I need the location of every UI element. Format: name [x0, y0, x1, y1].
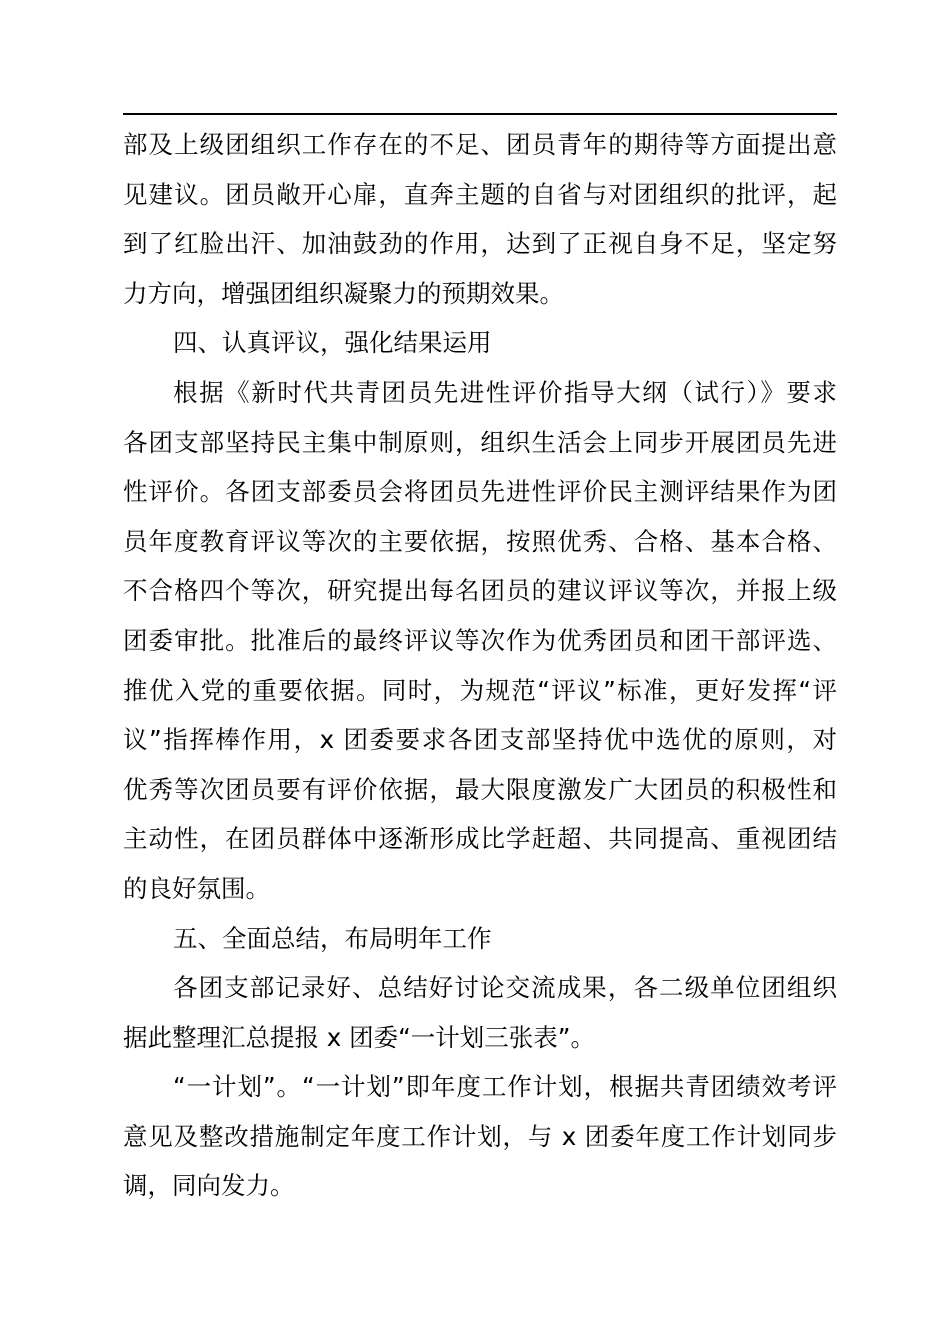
text-line: 调，同向发力。	[123, 1171, 295, 1201]
text-line: 性评价。各团支部委员会将团员先进性评价民主测评结果作为团	[123, 477, 837, 507]
text-line: 议”指挥棒作用，x 团委要求各团支部坚持优中选优的原则，对	[123, 725, 837, 755]
header-rule	[123, 113, 837, 115]
text-line: 主动性，在团员群体中逐渐形成比学赶超、共同提高、重视团结	[123, 824, 837, 854]
document-body	[123, 120, 837, 1211]
section-heading-4: 四、认真评议，强化结果运用	[173, 328, 492, 358]
text-line: 团委审批。批准后的最终评议等次作为优秀团员和团干部评选、	[123, 625, 837, 655]
text-line: 的良好氛围。	[123, 873, 270, 903]
text-line: 部及上级团组织工作存在的不足、团员青年的期待等方面提出意	[123, 130, 837, 159]
text-line: 见建议。团员敞开心扉，直奔主题的自省与对团组织的批评，起	[123, 179, 837, 209]
text-line: 优秀等次团员要有评价依据，最大限度激发广大团员的积极性和	[123, 774, 837, 804]
text-line: 各团支部记录好、总结好讨论交流成果，各二级单位团组织	[173, 973, 837, 1003]
text-line: 力方向，增强团组织凝聚力的预期效果。	[123, 278, 564, 308]
text-line: 据此整理汇总提报 x 团委“一计划三张表”。	[123, 1022, 595, 1052]
text-line: 员年度教育评议等次的主要依据，按照优秀、合格、基本合格、	[123, 526, 837, 556]
text-line: 推优入党的重要依据。同时，为规范“评议”标准，更好发挥“评	[123, 675, 837, 705]
section-heading-5: 五、全面总结，布局明年工作	[173, 923, 492, 953]
text-line: “一计划”。“一计划”即年度工作计划，根据共青团绩效考评	[173, 1072, 837, 1102]
text-line: 意见及整改措施制定年度工作计划，与 x 团委年度工作计划同步	[123, 1121, 837, 1151]
text-line: 到了红脸出汗、加油鼓劲的作用，达到了正视自身不足，坚定努	[123, 229, 837, 259]
text-line: 不合格四个等次，研究提出每名团员的建议评议等次，并报上级	[123, 576, 837, 606]
text-line: 根据《新时代共青团员先进性评价指导大纲（试行）》要求	[173, 377, 837, 407]
text-line: 各团支部坚持民主集中制原则，组织生活会上同步开展团员先进	[123, 427, 837, 457]
